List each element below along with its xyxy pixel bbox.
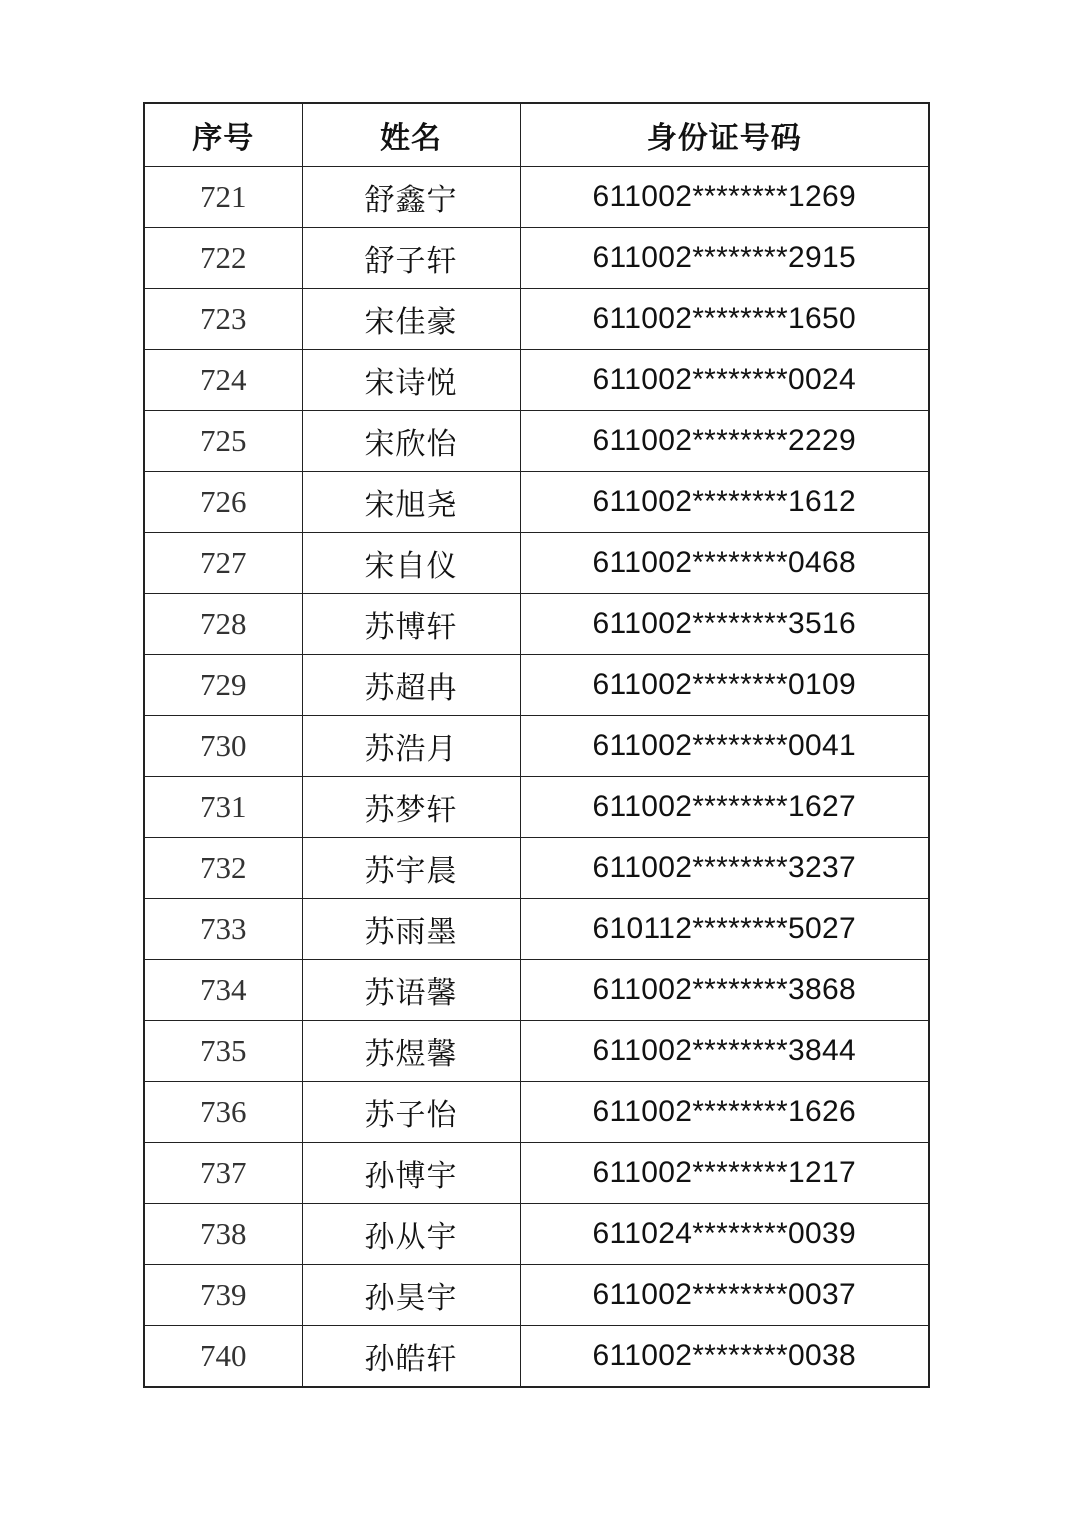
serial-number-cell: 733 [144,899,302,960]
roster-table [143,102,930,1388]
table-row [144,167,929,228]
serial-number-cell: 722 [144,228,302,289]
table-row [144,533,929,594]
name-cell: 宋佳豪 [302,289,520,350]
name-cell: 宋自仪 [302,533,520,594]
table-row [144,777,929,838]
name-cell: 苏煜馨 [302,1021,520,1082]
name-cell: 孙从宇 [302,1204,520,1265]
table-row [144,899,929,960]
table-row [144,1204,929,1265]
name-cell: 苏浩月 [302,716,520,777]
serial-number-cell: 724 [144,350,302,411]
id-number-cell: 611024********0039 [520,1204,929,1265]
serial-number-cell: 740 [144,1326,302,1388]
name-cell: 孙博宇 [302,1143,520,1204]
serial-number-cell: 727 [144,533,302,594]
table-row [144,838,929,899]
id-number-cell: 611002********2229 [520,411,929,472]
serial-number-cell: 739 [144,1265,302,1326]
table-row [144,1326,929,1388]
serial-number-cell: 735 [144,1021,302,1082]
table-row [144,289,929,350]
id-number-cell: 611002********0041 [520,716,929,777]
header-serial-number: 序号 [144,103,302,167]
id-number-cell: 611002********1612 [520,472,929,533]
name-cell: 孙昊宇 [302,1265,520,1326]
table-header [144,103,929,167]
serial-number-cell: 725 [144,411,302,472]
serial-number-cell: 731 [144,777,302,838]
id-number-cell: 611002********3237 [520,838,929,899]
id-number-cell: 611002********0038 [520,1326,929,1388]
id-number-cell: 611002********3516 [520,594,929,655]
id-number-cell: 611002********0468 [520,533,929,594]
table-row [144,655,929,716]
serial-number-cell: 738 [144,1204,302,1265]
id-number-cell: 611002********3868 [520,960,929,1021]
serial-number-cell: 730 [144,716,302,777]
table-row [144,1021,929,1082]
table-row [144,350,929,411]
name-cell: 苏雨墨 [302,899,520,960]
serial-number-cell: 737 [144,1143,302,1204]
header-id-number: 身份证号码 [520,103,929,167]
table-row [144,411,929,472]
serial-number-cell: 723 [144,289,302,350]
id-number-cell: 611002********1650 [520,289,929,350]
name-cell: 宋欣怡 [302,411,520,472]
id-number-cell: 611002********2915 [520,228,929,289]
serial-number-cell: 728 [144,594,302,655]
serial-number-cell: 732 [144,838,302,899]
table-row [144,716,929,777]
id-number-cell: 611002********3844 [520,1021,929,1082]
name-cell: 苏子怡 [302,1082,520,1143]
name-cell: 苏宇晨 [302,838,520,899]
table-body [144,167,929,1388]
serial-number-cell: 729 [144,655,302,716]
id-number-cell: 611002********0037 [520,1265,929,1326]
table-row [144,472,929,533]
id-number-cell: 611002********1269 [520,167,929,228]
table-row [144,594,929,655]
header-name: 姓名 [302,103,520,167]
name-cell: 舒鑫宁 [302,167,520,228]
name-cell: 苏梦轩 [302,777,520,838]
id-number-cell: 611002********1217 [520,1143,929,1204]
id-number-cell: 611002********0024 [520,350,929,411]
id-number-cell: 611002********1626 [520,1082,929,1143]
id-number-cell: 611002********1627 [520,777,929,838]
name-cell: 宋旭尧 [302,472,520,533]
serial-number-cell: 736 [144,1082,302,1143]
name-cell: 苏博轩 [302,594,520,655]
table-row [144,1082,929,1143]
table-row [144,1143,929,1204]
name-cell: 宋诗悦 [302,350,520,411]
name-cell: 舒子轩 [302,228,520,289]
table-row [144,1265,929,1326]
table-row [144,960,929,1021]
serial-number-cell: 726 [144,472,302,533]
id-number-cell: 611002********0109 [520,655,929,716]
header-row [144,103,929,167]
table-row [144,228,929,289]
name-cell: 孙皓轩 [302,1326,520,1388]
name-cell: 苏语馨 [302,960,520,1021]
id-number-cell: 610112********5027 [520,899,929,960]
serial-number-cell: 734 [144,960,302,1021]
name-cell: 苏超冉 [302,655,520,716]
serial-number-cell: 721 [144,167,302,228]
